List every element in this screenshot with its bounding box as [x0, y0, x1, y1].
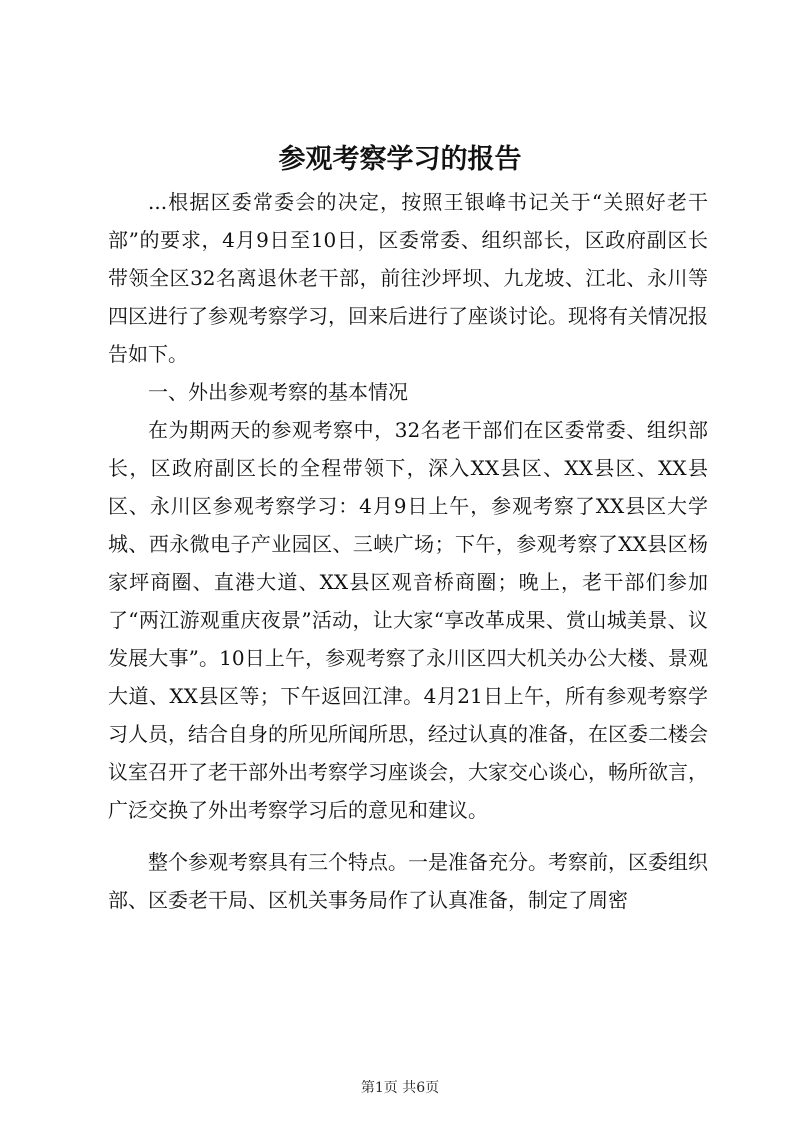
body-paragraph: 整个参观考察具有三个特点。一是准备充分。考察前，区委组织部、区委老干局、区机关事务局作了认真准备，制定了周密 [108, 850, 708, 912]
body-paragraph: 在为期两天的参观考察中，32名老干部们在区委常委、组织部长，区政府副区长的全程带领下，深入XX县区、XX县区、XX县区、永川区参观考察学习：4月9日上午，参观考察了XX县区大学城、西永微电子产业园区、三峡广场；下午，参观考察了XX县区杨家坪商圈、直港大道、XX县区观音桥商圈；晚上，老干部们参加了“两江游观重庆夜景”活动，让大家“享改革成果、赏山城美景、议发展大事”。10日上午，参观考察了永川区四大机关办公大楼、景观大道、XX县区等；下午返回江津。4月21日上午，所有参观考察学习人员，结合自身的所见所闻所思，经过认真的准备，在区委二楼会议室召开了老干部外出考察学习座谈会，大家交心谈心，畅所欲言，广泛交换了外出考察学习后的意见和建议。 [108, 418, 708, 822]
document-body [108, 183, 708, 919]
section-heading: 一、外出参观考察的基本情况 [148, 380, 408, 404]
body-paragraph: ...根据区委常委会的决定，按照王银峰书记关于“关照好老干部”的要求，4月9日至10日，区委常委、组织部长，区政府副区长带领全区32名离退休老干部，前往沙坪坝、九龙坡、江北、永川等四区进行了参观考察学习，回来后进行了座谈讨论。现将有关情况报告如下。 [108, 190, 708, 366]
page-title: 参观考察学习的报告 [278, 144, 522, 175]
page-number-footer: 第1页 共6页 [360, 1080, 440, 1096]
